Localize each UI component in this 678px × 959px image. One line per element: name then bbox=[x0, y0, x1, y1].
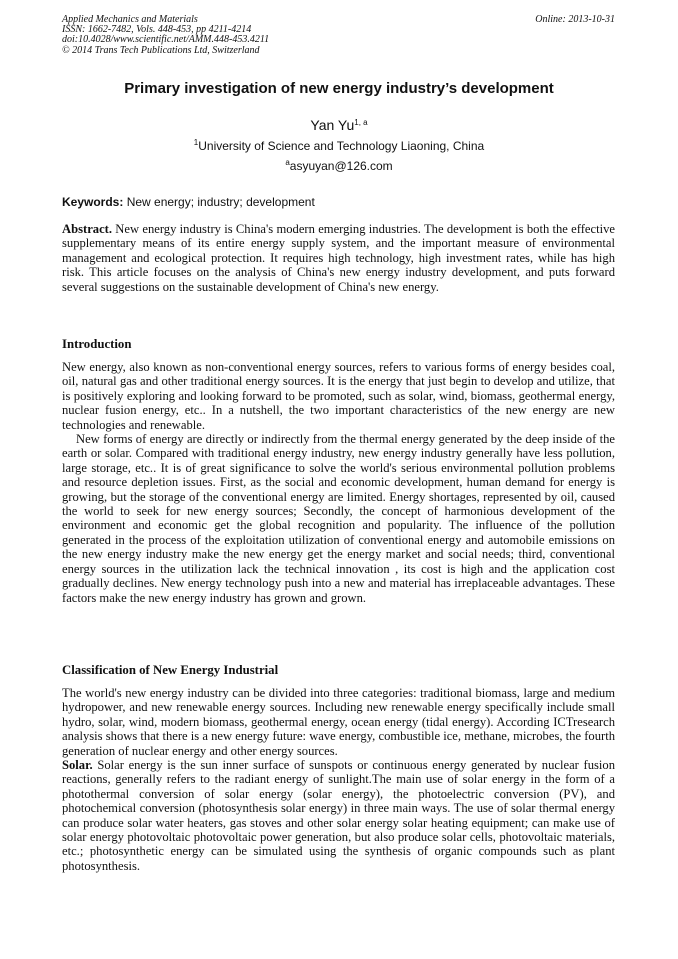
classification-paragraph-1: The world's new energy industry can be divided into three categories: traditional biomass, large and medium hydropower, and new renewable energy sources. Including new renewable energy specifically include small hydro, solar, wind, modern biomass, geothermal energy, ocean energy (tidal energy). According ICTresearch analysis shows that there is a new energy future: wave energy, combustible ice, methane, microbes, the fourth generation of nuclear energy and other energy sources. bbox=[62, 686, 615, 758]
online-date: Online: 2013-10-31 bbox=[535, 14, 615, 25]
keywords bbox=[62, 195, 615, 209]
author-name: Yan Yu bbox=[310, 117, 355, 133]
email-superscript: a bbox=[285, 158, 290, 167]
paper-title: Primary investigation of new energy industry’s development bbox=[124, 80, 554, 97]
journal-header bbox=[62, 15, 615, 56]
affiliation-text: University of Science and Technology Liaoning, China bbox=[198, 139, 485, 153]
author-email bbox=[0, 159, 678, 173]
introduction-heading: Introduction bbox=[62, 337, 132, 351]
issn-line: ISSN: 1662-7482, Vols. 448-453, pp 4211-4214 bbox=[62, 24, 252, 36]
abstract bbox=[62, 222, 615, 294]
introduction-paragraph-1: New energy, also known as non-conventional energy sources, refers to various forms of energy besides coal, oil, natural gas and other traditional energy sources. It is the energy that just begin to develop and utilize, that is positively exploring and looking forward to be promoted, such as solar, wind, biomass, geothermal energy, nuclear fusion energy, etc.. In a nutshell, the two important characteristics of the new energy are new technologies and renewable. bbox=[62, 360, 615, 432]
abstract-text: New energy industry is China's modern emerging industries. The development is both the effective supplementary means of its entire energy supply system, and the important measure of environmental management and ecological protection. It requires high technology, high investment rates, while has high risk. This article focuses on the analysis of China's new energy industry development, and puts forward several suggestions on the sustainable development of China's new energy. bbox=[62, 222, 615, 294]
email-text: asyuyan@126.com bbox=[289, 159, 393, 173]
classification-body bbox=[62, 686, 615, 873]
solar-label: Solar. bbox=[62, 758, 93, 773]
author-line bbox=[0, 117, 678, 133]
journal-name: Applied Mechanics and Materials bbox=[62, 14, 198, 25]
affiliation bbox=[0, 139, 678, 153]
solar-text: Solar energy is the sun inner surface of sunspots or continuous energy generated by nuclear fusion reactions, generally refers to the radiant energy of sunlight.The main use of solar energy in the form of a photothermal conversion of solar energy (solar energy), the photoelectric conversion (PV), and photochemical conversion (photosynthesis solar energy) in three main ways. The use of solar thermal energy can produce solar water heaters, gas stoves and other solar energy solar heating equipment; can make use of solar energy photovoltaic photovoltaic power generation, but also produce solar cells, photovoltaic materials, etc.; photosynthetic energy can be simulated using the synthesis of organic compounds such as plant photosynthesis. bbox=[62, 758, 615, 873]
author-superscript: 1, a bbox=[354, 118, 368, 127]
introduction-body bbox=[62, 360, 615, 605]
keywords-text: New energy; industry; development bbox=[123, 195, 315, 209]
solar-paragraph bbox=[62, 758, 615, 873]
keywords-label: Keywords: bbox=[62, 195, 124, 209]
classification-heading: Classification of New Energy Industrial bbox=[62, 663, 279, 677]
abstract-label: Abstract. bbox=[62, 222, 113, 236]
introduction-paragraph-2: New forms of energy are directly or indirectly from the thermal energy generated by the deep inside of the earth or solar. Compared with traditional energy industry, new energy industry generally have less pollution, large storage, etc.. It is of great significance to solve the world's serious environmental pollution problems and resource depletion issues. First, as the social and economic development, human demand for energy is growing, but the storage of the conventional energy are limited. Energy shortages, represented by oil, caused the world to seek for new energy sources; Secondly, the concept of harmonious development of the environment and economic get the global recognition and popularity. The influence of the pollution generated in the process of the exploitation utilization of conventional energy and automobile emissions on the new energy industry make the new energy get the energy market and social needs; third, conventional energy sources in the utilization lack the technical innovation , its cost is high and the application cost gradually declines. New energy technology push into a new and material has irreplaceable advantages. These factors make the new energy industry has grown and grown. bbox=[62, 432, 615, 605]
doi-line: doi:10.4028/www.scientific.net/AMM.448-453.4211 bbox=[62, 34, 270, 46]
affiliation-superscript: 1 bbox=[193, 138, 199, 147]
copyright-line: © 2014 Trans Tech Publications Ltd, Switzerland bbox=[62, 44, 260, 56]
